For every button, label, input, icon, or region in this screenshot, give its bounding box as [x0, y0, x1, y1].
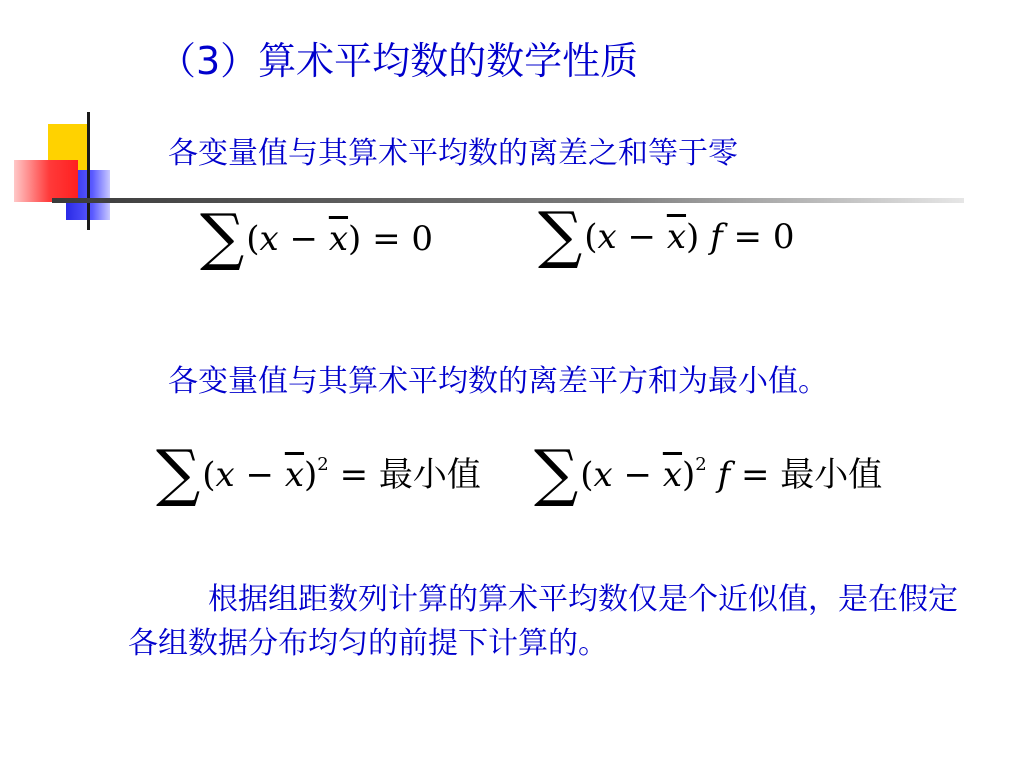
formula-sum-squared-deviations: $\sum(x - \overline{x})^2$ = 最小值 [156, 436, 481, 509]
formula-weighted-sum-deviations: $\sum(x - \overline{x})$ f = 0 [538, 198, 795, 271]
property-3-text: 根据组距数列计算的算术平均数仅是个近似值，是在假定各组数据分布均匀的前提下计算的。 [128, 582, 958, 661]
decorative-red-square [14, 160, 78, 202]
decorative-vertical-line [87, 112, 90, 230]
sum-symbol: ∑ [534, 436, 579, 509]
formula-sum-deviations: $\sum(x - \overline{x}) = 0$ [200, 200, 434, 273]
sum-symbol: ∑ [156, 436, 201, 509]
decorative-horizontal-rule [52, 198, 964, 203]
slide-title: （3）算术平均数的数学性质 [158, 39, 639, 83]
formula-weighted-sum-squared-deviations: $\sum(x - \overline{x})^2$ f = 最小值 [534, 436, 883, 509]
property-2-text: 各变量值与其算术平均数的离差平方和为最小值。 [168, 364, 828, 399]
sum-symbol: ∑ [200, 200, 245, 273]
property-1-text: 各变量值与其算术平均数的离差之和等于零 [168, 136, 738, 171]
sum-symbol: ∑ [538, 198, 583, 271]
